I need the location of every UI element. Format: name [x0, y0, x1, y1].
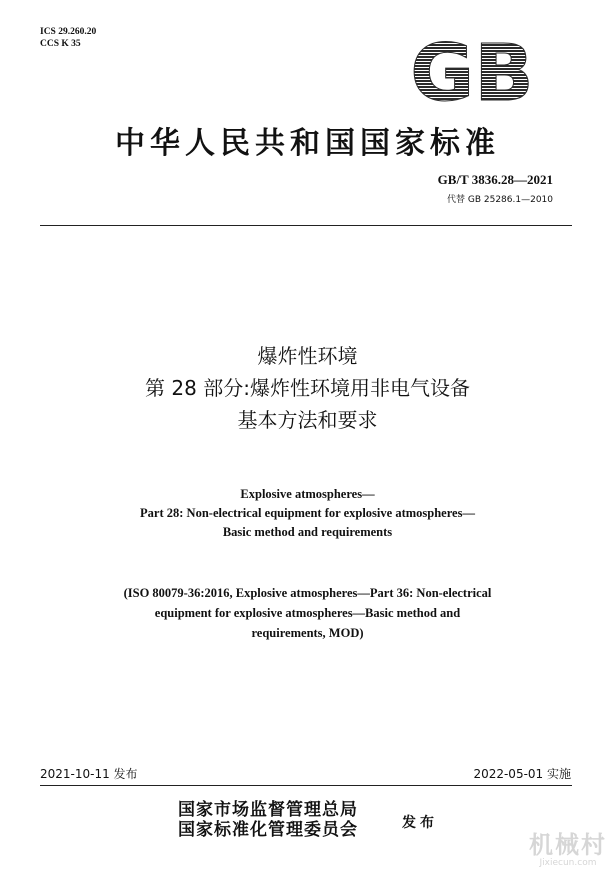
chinese-title-line: 基本方法和要求: [237, 408, 378, 432]
chinese-title-line: 爆炸性环境: [257, 344, 358, 368]
watermark-en: Jixiecun.com: [539, 858, 597, 868]
chinese-title-line: 第 28 部分:爆炸性环境用非电气设备: [145, 376, 470, 400]
iso-reference-line: requirements, MOD): [251, 626, 364, 640]
iso-reference-line: equipment for explosive atmospheres—Basic method and: [154, 606, 461, 620]
iso-reference: [0, 583, 615, 643]
top-divider: [40, 225, 572, 226]
chinese-title: [0, 340, 615, 436]
english-title-line: Basic method and requirements: [222, 525, 393, 539]
standard-number: GB/T 3836.28—2021: [437, 172, 553, 187]
org-title: 中华人民共和国国家标准: [115, 126, 500, 161]
release-label: 发布: [402, 815, 438, 831]
replaces-standard: 代替 GB 25286.1—2010: [447, 195, 553, 205]
watermark-cn: 机械村: [529, 830, 607, 859]
issue-date: 2021-10-11 发布: [40, 767, 138, 781]
ics-code: ICS 29.260.20: [40, 27, 97, 37]
issuing-authorities: [178, 800, 358, 840]
english-title: [0, 485, 615, 542]
implementation-date: 2022-05-01 实施: [473, 767, 571, 781]
gb-logo: [407, 38, 537, 108]
issuer-name: 国家标准化管理委员会: [178, 820, 358, 840]
watermark: [529, 832, 607, 869]
english-title-line: Part 28: Non-electrical equipment for explosive atmospheres—: [140, 506, 475, 520]
english-title-line: Explosive atmospheres—: [240, 487, 375, 501]
ics-ccs-codes: [40, 26, 96, 50]
bottom-divider: [40, 785, 572, 786]
gb-logo-text: GB: [410, 38, 534, 108]
iso-reference-line: (ISO 80079-36:2016, Explosive atmospheres—Part 36: Non-electrical: [123, 586, 492, 600]
ccs-code: CCS K 35: [40, 39, 81, 49]
issuer-name: 国家市场监督管理总局: [178, 800, 358, 820]
